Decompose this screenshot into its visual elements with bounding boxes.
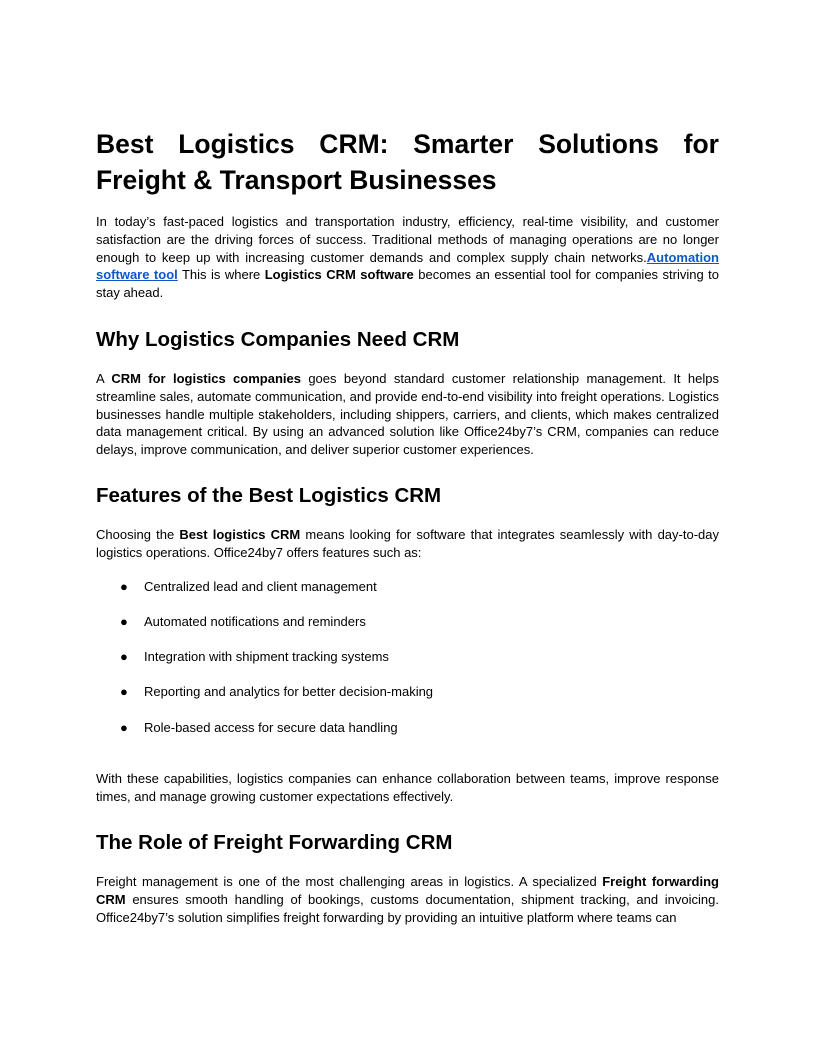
list-item-text: Automated notifications and reminders [144,613,366,629]
section-heading-freight: The Role of Freight Forwarding CRM [96,831,453,855]
bold-text: Freight forwarding CRM [96,874,719,908]
text: becomes an essential tool for companies striving to stay ahead. [96,267,719,301]
bullet-icon: ● [120,613,128,629]
bullet-icon: ● [120,684,128,700]
list-item [96,683,719,701]
section-heading-features: Features of the Best Logistics CRM [96,483,442,507]
text: This is where [177,267,265,283]
text: ensures smooth handling of bookings, customs documentation, shipment tracking, and invoicing. Office24by7’s solution simplifies freight forwarding by providing an intuitive platform where teams can [96,892,719,925]
page-title: Best Logistics CRM: Smarter Solutions for Freight & Transport Businesses [96,129,719,195]
bold-text: Logistics CRM software [264,267,414,283]
list-item-text: Reporting and analytics for better decision-making [144,684,434,700]
document-body [96,126,719,927]
list-item [96,648,719,666]
bold-text: CRM for logistics companies [111,370,301,386]
list-item-text: Role-based access for secure data handling [144,719,398,735]
list-item-text: Centralized lead and client management [144,578,377,594]
section-paragraph [96,526,719,562]
bold-text: Best logistics CRM [179,526,301,542]
features-list [96,578,719,737]
bullet-icon: ● [120,719,128,735]
text: means looking for software that integrates seamlessly with day-to-day logistics operations. Office24by7 offers features such as: [96,526,719,560]
bullet-icon: ● [120,649,128,665]
text: In today’s fast-paced logistics and transportation industry, efficiency, real-time visibility, and customer satisfaction are the driving forces of success. Traditional methods of managing operations are no longer enough to keep up with increasing customer demands and complex supply chain networks. [96,214,719,265]
automation-software-link[interactable]: Automation software tool [96,249,719,283]
section-paragraph [96,873,719,926]
list-item [96,613,719,631]
list-item [96,719,719,737]
bullet-icon: ● [120,578,128,594]
section-heading-why: Why Logistics Companies Need CRM [96,327,460,351]
list-item-text: Integration with shipment tracking systems [144,649,389,665]
list-item [96,578,719,596]
intro-paragraph [96,213,719,302]
closing-paragraph: With these capabilities, logistics companies can enhance collaboration between teams, improve response times, and manage growing customer expectations effectively. [96,770,719,804]
text: Choosing the [96,526,180,542]
text: goes beyond standard customer relationship management. It helps streamline sales, automate communication, and provide end-to-end visibility into freight operations. Logistics businesses handle multiple stakeholders, including shippers, carriers, and clients, which makes centralized data management critical. By using an advanced solution like Office24by7’s CRM, companies can reduce delays, improve communication, and deliver superior customer experiences. [96,370,719,458]
text: Freight management is one of the most challenging areas in logistics. A specialized [96,874,603,890]
section-paragraph [96,370,719,459]
text: A [96,370,112,386]
